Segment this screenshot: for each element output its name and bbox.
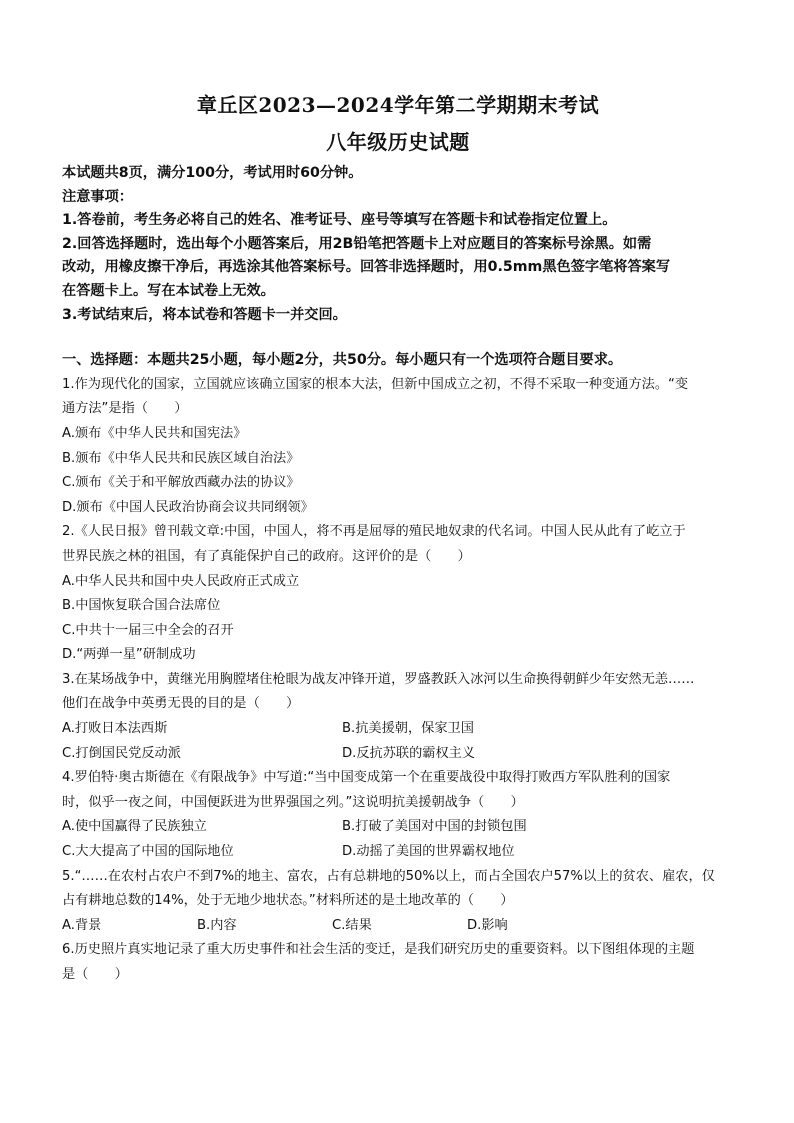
option-a: A.使中国赢得了民族独立 bbox=[62, 819, 207, 835]
exam-page bbox=[62, 92, 734, 988]
option-d: D.颁布《中国人民政治协商会议共同纲领》 bbox=[62, 499, 314, 515]
question-stem: 6.历史照片真实地记录了重大历史事件和社会生活的变迁，是我们研究历史的重要资料。以下图组体现的主题 bbox=[62, 942, 695, 958]
option-b: B.内容 bbox=[197, 917, 237, 933]
question-6 bbox=[62, 938, 734, 987]
question-3 bbox=[62, 668, 734, 766]
question-stem: 5.“……在农村占农户不到7%的地主、富农，占有总耕地的50%以上，而占全国农户57%以上的贫农、雇农，仅 bbox=[62, 868, 715, 884]
question-stem: 是（ ） bbox=[62, 967, 128, 982]
exam-subtitle: 八年级历史试题 bbox=[326, 130, 470, 154]
question-2 bbox=[62, 520, 734, 668]
option-d: D.动摇了美国的世界霸权地位 bbox=[342, 844, 515, 860]
question-stem: 通方法”是指（ ） bbox=[62, 401, 188, 417]
option-c: C.中共十一届三中全会的召开 bbox=[62, 622, 234, 638]
question-stem: 1.作为现代化的国家，立国就应该确立国家的根本大法，但新中国成立之初，不得不采取一种变通方法。“变 bbox=[62, 376, 689, 392]
notice-line: 1.答卷前，考生务必将自己的姓名、准考证号、座号等填写在答题卡和试卷指定位置上。 bbox=[62, 212, 617, 229]
question-stem: 时，似乎一夜之间，中国便跃进为世界强国之列。”这说明抗美援朝战争（ ） bbox=[62, 794, 524, 810]
option-d: D.影响 bbox=[467, 917, 508, 933]
question-5 bbox=[62, 865, 734, 939]
option-b: B.打破了美国对中国的封锁包围 bbox=[342, 819, 527, 835]
option-d: D.“两弹一星”研制成功 bbox=[62, 647, 196, 663]
exam-title: 章丘区2023—2024学年第二学期期末考试 bbox=[196, 93, 600, 117]
option-a: A.打败日本法西斯 bbox=[62, 721, 168, 737]
notice-line: 2.回答选择题时，选出每个小题答案后，用2B铅笔把答题卡上对应题目的答案标号涂黑。如需 bbox=[62, 235, 652, 252]
notice-line: 在答题卡上。写在本试卷上无效。 bbox=[62, 282, 275, 299]
question-stem: 他们在战争中英勇无畏的目的是（ ） bbox=[62, 696, 300, 712]
question-stem: 4.罗伯特·奥古斯德在《有限战争》中写道:“当中国变成第一个在重要战役中取得打败西方军队胜利的国家 bbox=[62, 770, 671, 786]
notice-line: 3.考试结束后，将本试卷和答题卡一并交回。 bbox=[62, 306, 347, 323]
option-b: B.颁布《中华人民共和民族区域自治法》 bbox=[62, 450, 300, 466]
option-a: A.中华人民共和国中央人民政府正式成立 bbox=[62, 573, 300, 589]
question-stem: 3.在某场战争中，黄继光用胸膛堵住枪眼为战友冲锋开道，罗盛教跃入冰河以生命换得朝鲜少年安然无恙…… bbox=[62, 671, 695, 687]
section-heading: 一、选择题：本题共25小题，每小题2分，共50分。每小题只有一个选项符合题目要求。 bbox=[62, 352, 623, 369]
option-a: A.背景 bbox=[62, 917, 102, 933]
question-stem: 世界民族之林的祖国，有了真能保护自己的政府。这评价的是（ ） bbox=[62, 548, 471, 564]
notice-title: 注意事项： bbox=[62, 188, 133, 205]
option-b: B.抗美援朝，保家卫国 bbox=[342, 721, 474, 737]
option-c: C.大大提高了中国的国际地位 bbox=[62, 844, 234, 860]
option-b: B.中国恢复联合国合法席位 bbox=[62, 598, 221, 614]
question-1 bbox=[62, 373, 734, 521]
notice-line: 改动，用橡皮擦干净后，再选涂其他答案标号。回答非选择题时，用0.5mm黑色签字笔将答案写 bbox=[62, 259, 671, 276]
question-stem: 占有耕地总数的14%，处于无地少地状态。”材料所述的是土地改革的（ ） bbox=[62, 893, 514, 909]
question-4 bbox=[62, 766, 734, 864]
option-c: C.打倒国民党反动派 bbox=[62, 745, 181, 761]
option-c: C.结果 bbox=[332, 917, 372, 933]
exam-info: 本试题共8页，满分100分，考试用时60分钟。 bbox=[62, 165, 363, 181]
option-c: C.颁布《关于和平解放西藏办法的协议》 bbox=[62, 475, 300, 491]
option-a: A.颁布《中华人民共和国宪法》 bbox=[62, 425, 247, 441]
question-stem: 2.《人民日报》曾刊载文章:中国，中国人，将不再是屈辱的殖民地奴隶的代名词。中国人民从此有了屹立于 bbox=[62, 524, 686, 540]
option-d: D.反抗苏联的霸权主义 bbox=[342, 745, 476, 761]
